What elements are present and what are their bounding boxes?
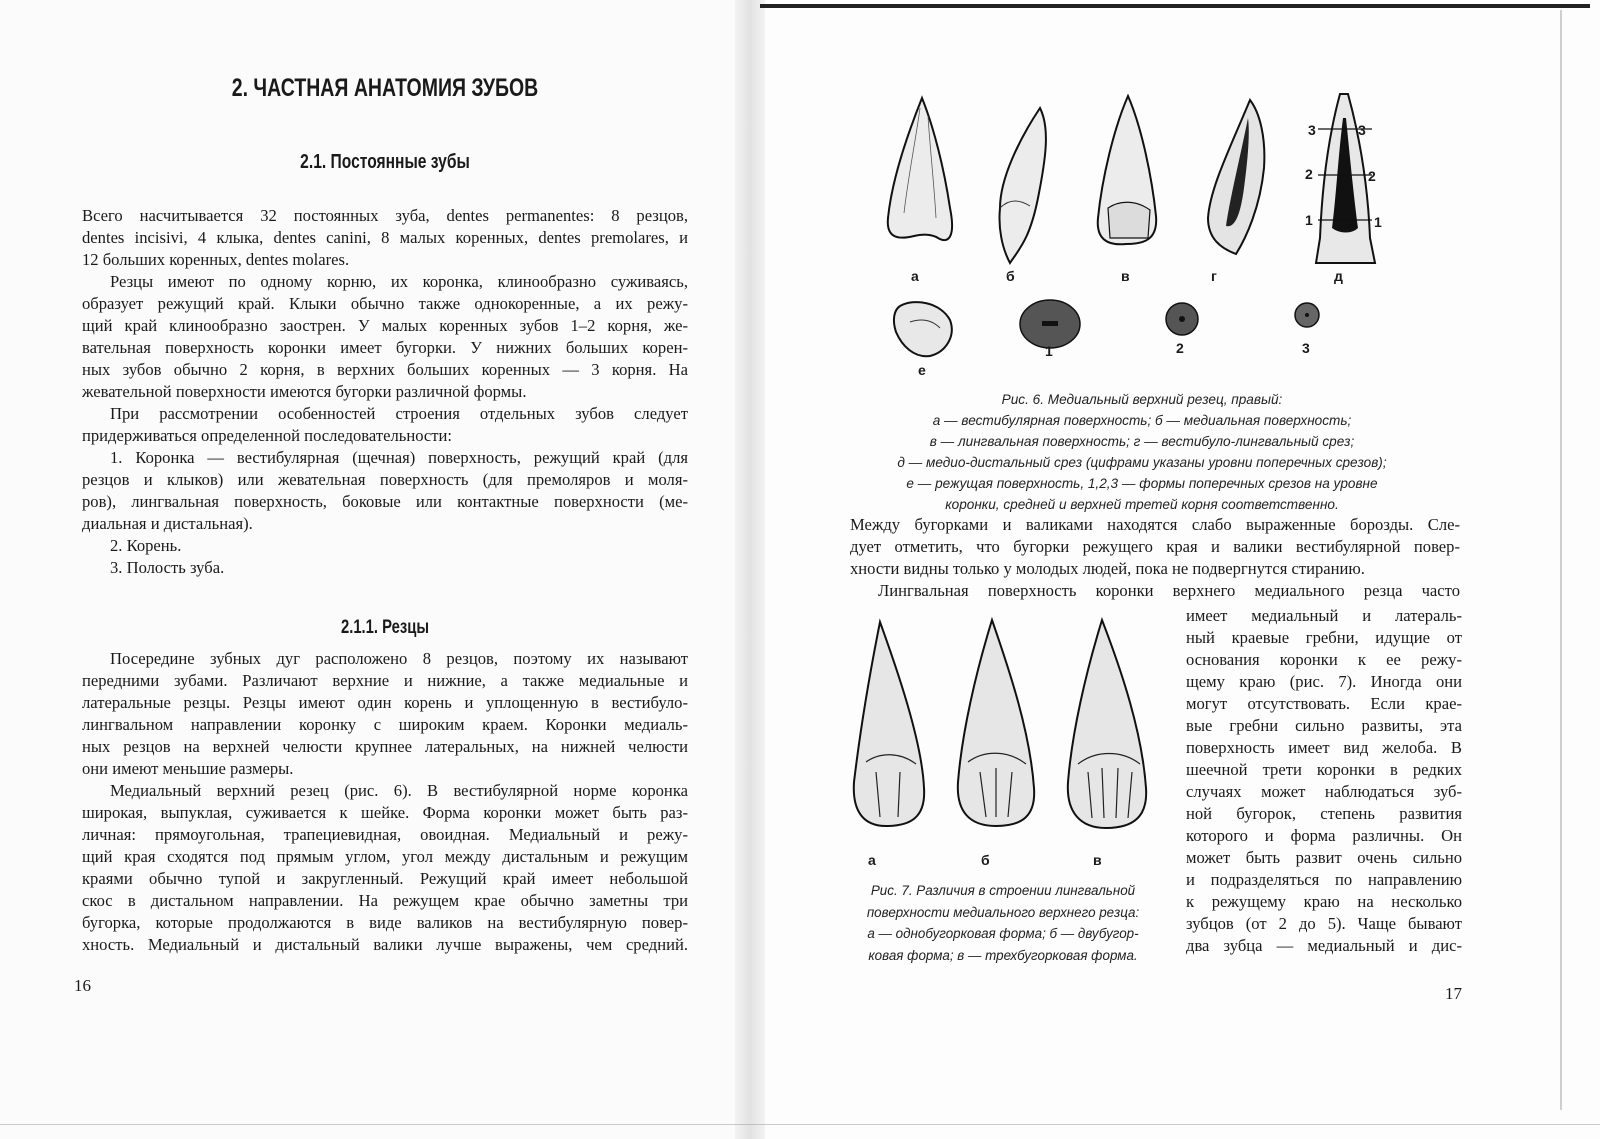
tooth-b-medial-illustration — [999, 108, 1045, 263]
right-text-column — [1186, 605, 1462, 957]
text-line: поверхность имеет вид желоба. В — [1186, 738, 1462, 757]
fig6-label-b: б — [1006, 268, 1015, 284]
text-line: основания коронки к ее режу- — [1186, 650, 1462, 669]
fig6-label-v: в — [1121, 268, 1130, 284]
figure-6-teeth — [870, 88, 1410, 388]
tooth-7a-illustration — [854, 622, 924, 826]
figure-7-teeth — [840, 612, 1170, 852]
text-line: щий края сходятся под прямым углом, угол между дистальным и режущим — [82, 847, 688, 866]
fig6-section-1: 1 — [1045, 343, 1053, 359]
right-text-top — [850, 514, 1460, 602]
text-line: зубцов (от 2 до 5). Чаще бывают — [1186, 914, 1462, 933]
text-line: Посередине зубных дуг расположено 8 резцов, поэтому их называют — [110, 649, 688, 668]
tooth-g-section-illustration — [1208, 100, 1264, 254]
fig6-level-mark: 2 — [1305, 166, 1313, 182]
text-line: они имеют меньшие размеры. — [82, 759, 294, 778]
text-line: личная: прямоугольная, трапециевидная, овоидная. Медиальный и режу- — [82, 825, 688, 844]
incisors-text — [82, 648, 688, 956]
text-line: Между бугорками и валиками находятся слабо выраженные борозды. Сле- — [850, 515, 1460, 534]
text-line: образует режущий край. Клыки обычно также однокоренные, а их режу- — [82, 294, 688, 313]
text-line: При рассмотрении особенностей строения отдельных зубов следует — [110, 404, 688, 423]
text-line: ных резцов на верхней челюсти крупнее латеральных, на нижней челюсти — [82, 737, 688, 756]
text-line: шеечной трети коронки в редких — [1186, 760, 1462, 779]
text-line: бугорка, которые продолжаются в виде валиков на вестибулярную повер- — [82, 913, 688, 932]
caption-line: поверхности медиального верхнего резца: — [866, 904, 1140, 920]
fig6-level-mark: 3 — [1358, 122, 1366, 138]
section-title: 2.1. Постоянные зубы — [300, 151, 470, 173]
text-line: Резцы имеют по одному корню, их коронка, клинообразно суживаясь, — [110, 272, 688, 291]
page-number-left: 16 — [74, 976, 91, 995]
caption-line: ковая форма; в — трехбугорковая форма. — [868, 947, 1138, 963]
fig6-level-mark: 1 — [1305, 212, 1313, 228]
text-line: ной бугорок, степень развития — [1186, 804, 1462, 823]
page-top-edge — [760, 4, 1590, 8]
caption-line: а — вестибулярная поверхность; б — медиальная поверхность; — [932, 413, 1352, 428]
text-line: Всего насчитывается 32 постоянных зуба, dentes permanentes: 8 резцов, — [82, 206, 688, 225]
text-line: дует отметить, что бугорки режущего края и валики вестибулярной повер- — [850, 537, 1460, 556]
page-number-right: 17 — [1445, 984, 1462, 1003]
text-line: хность. Медиальный и дистальный валики лучше выражены, чем средний. — [82, 935, 688, 954]
tooth-a-vestibular-illustration — [888, 98, 952, 240]
text-line: широкая, выпуклая, суживается к шейке. Форма коронки может быть раз- — [82, 803, 688, 822]
text-line: которого и форма различны. Он — [1186, 826, 1462, 845]
text-line: жевательной поверхности имеются бугорки различной формы. — [82, 382, 527, 401]
tooth-v-lingual-illustration — [1098, 96, 1156, 244]
tooth-e-cutting-surface-illustration — [894, 302, 952, 356]
fig6-section-3: 3 — [1302, 340, 1310, 356]
fig6-label-e: е — [918, 362, 926, 378]
text-line-bold-lead: Медиальный верхний резец (рис. 6). В вестибулярной норме коронка — [110, 781, 688, 800]
page-bottom-edge — [0, 1124, 1600, 1125]
text-line: имеет медиальный и латераль- — [1186, 606, 1462, 625]
tooth-d-section-illustration — [1316, 94, 1375, 263]
text-line: вательная поверхность коронки имеет бугорки. У нижних больших корен- — [82, 338, 688, 357]
text-line: краями обычно тупой и закругленный. Режущий край имеет небольшой — [82, 869, 688, 888]
fig7-label-a: а — [868, 852, 876, 868]
caption-line: д — медио-дистальный срез (цифрами указаны уровни поперечных срезов); — [897, 455, 1387, 470]
chapter-title: 2. ЧАСТНАЯ АНАТОМИЯ ЗУБОВ — [231, 74, 539, 102]
text-line: резцов и клыков) или жевательная поверхность (для премоляров и моля- — [82, 470, 688, 489]
fig7-label-v: в — [1093, 852, 1102, 868]
fig6-level-mark: 3 — [1308, 122, 1316, 138]
tooth-7b-illustration — [958, 620, 1034, 826]
text-line: щему краю (рис. 7). Иногда они — [1186, 672, 1462, 691]
text-line: придерживаться определенной последовательности: — [82, 426, 453, 445]
caption-line: коронки, средней и верхней третей корня соответственно. — [945, 497, 1339, 512]
text-line: щий край клинообразно заострен. У малых коренных зубов 1–2 корня, же- — [82, 316, 688, 335]
text-line: вые гребни сильно развиты, эта — [1186, 716, 1462, 735]
text-line: может быть развит очень сильно — [1186, 848, 1462, 867]
text-line: хности видны только у молодых людей, пока не подвергнутся стиранию. — [850, 559, 1365, 578]
caption-line: а — однобугорковая форма; б — двубугор- — [867, 926, 1139, 941]
text-line: 1. Коронка — вестибулярная (щечная) поверхность, режущий край (для — [110, 448, 688, 467]
caption-line: е — режущая поверхность, 1,2,3 — формы поперечных срезов на уровне — [906, 476, 1378, 491]
text-line: ров), лингвальная поверхность, боковые или контактные поверхности (ме- — [82, 492, 688, 511]
caption-line: Рис. 7. Различия в строении лингвальной — [870, 883, 1136, 898]
caption-line: в — лингвальная поверхность; г — вестибуло-лингвальный срез; — [929, 434, 1355, 449]
fig6-label-g: г — [1211, 268, 1217, 284]
figure-7-caption — [838, 880, 1168, 966]
text-line: скос в дистальном направлении. На режущем крае обычно заметны три — [82, 891, 688, 910]
intro-text — [82, 205, 688, 579]
fig6-level-mark: 2 — [1368, 168, 1376, 184]
text-line: dentes incisivi, 4 клыка, dentes canini, 8 малых коренных, dentes premolares, и — [82, 228, 688, 247]
text-line: ных зубов обычно 2 корня, в верхних больших коренных — 3 корня. На — [82, 360, 688, 379]
text-line: латеральные резцы. Резцы имеют один корень и уплощенную в вестибуло- — [82, 693, 688, 712]
text-line: могут отсутствовать. Если крае- — [1186, 694, 1462, 713]
fig6-level-mark: 1 — [1374, 214, 1382, 230]
text-line: 12 больших коренных, dentes molares. — [82, 250, 350, 269]
text-line: лингвальном направлении коронку с широким краем. Коронки медиаль- — [82, 715, 688, 734]
text-line: 2. Корень. — [110, 536, 182, 555]
text-line: 3. Полость зуба. — [110, 558, 225, 577]
fig7-label-b: б — [981, 852, 990, 868]
page-side-edge — [1560, 10, 1562, 1110]
subsection-title: 2.1.1. Резцы — [340, 617, 430, 638]
book-gutter — [735, 0, 765, 1139]
fig6-section-2: 2 — [1176, 340, 1184, 356]
text-line: случаях может наблюдаться зуб- — [1186, 782, 1462, 801]
text-line: и подразделяться по направлению — [1186, 870, 1462, 889]
fig6-label-d: д — [1334, 268, 1343, 284]
fig6-label-a: а — [911, 268, 919, 284]
caption-line: Рис. 6. Медиальный верхний резец, правый: — [1001, 392, 1283, 407]
text-line: ный краевые гребни, идущие от — [1186, 628, 1462, 647]
figure-6-caption — [842, 389, 1442, 515]
tooth-7v-illustration — [1068, 620, 1146, 828]
text-line: Лингвальная поверхность коронки верхнего медиального резца часто — [878, 581, 1460, 600]
text-line: диальная и дистальная). — [82, 514, 253, 533]
text-line: передними зубами. Различают верхние и нижние, а также медиальные и — [82, 671, 688, 690]
text-line: к режущему краю на несколько — [1186, 892, 1462, 911]
text-line: два зубца — медиальный и дис- — [1186, 936, 1462, 955]
